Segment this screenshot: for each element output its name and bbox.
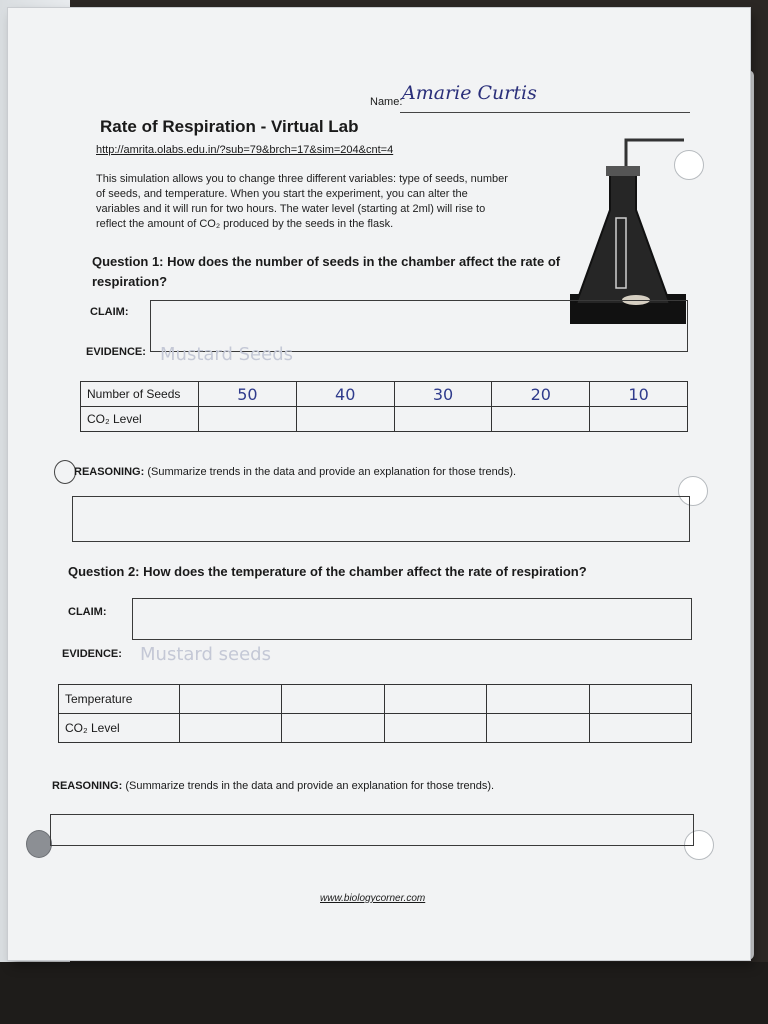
temperature-value-cell[interactable] bbox=[180, 685, 282, 714]
seeds-value-cell[interactable]: 10 bbox=[590, 382, 688, 407]
seeds-value-cell[interactable]: 50 bbox=[199, 382, 297, 407]
reasoning-label-q2: REASONING: bbox=[52, 780, 123, 792]
reasoning-prompt-q2: (Summarize trends in the data and provide an explanation for those trends). bbox=[125, 780, 495, 792]
lab-url-link[interactable]: http://amrita.olabs.edu.in/?sub=79&brch=17&sim=204&cnt=4 bbox=[96, 144, 394, 156]
co2-value-cell[interactable] bbox=[589, 714, 691, 743]
claim-input-q2[interactable] bbox=[132, 598, 692, 640]
footer-link[interactable]: www.biologycorner.com bbox=[320, 893, 426, 904]
intro-line: This simulation allows you to change three different variables: type of seeds, number bbox=[96, 173, 508, 185]
co2-value-cell[interactable] bbox=[199, 407, 297, 432]
reasoning-circle-mark bbox=[54, 460, 76, 484]
table-row bbox=[81, 407, 688, 432]
table-row bbox=[81, 382, 688, 407]
co2-value-cell[interactable] bbox=[282, 714, 384, 743]
flask-stopper bbox=[606, 166, 640, 176]
intro-line: of seeds, and temperature. When you start the experiment, you can alter the bbox=[96, 188, 468, 200]
student-name: Amarie Curtis bbox=[402, 82, 537, 104]
temperature-value-cell[interactable] bbox=[487, 685, 589, 714]
evidence-handwriting-q1: Mustard Seeds bbox=[160, 344, 294, 365]
table-row bbox=[59, 714, 692, 743]
reasoning-input-q2[interactable] bbox=[50, 814, 694, 846]
seeds-value-cell[interactable]: 40 bbox=[296, 382, 394, 407]
co2-value-cell[interactable] bbox=[590, 407, 688, 432]
co2-value-cell[interactable] bbox=[492, 407, 590, 432]
reasoning-input-q1[interactable] bbox=[72, 496, 690, 542]
flask-body bbox=[576, 172, 670, 304]
reasoning-q2 bbox=[52, 780, 494, 792]
question-2: Question 2: How does the temperature of the chamber affect the rate of respiration? bbox=[68, 564, 587, 579]
binder-hole-left bbox=[26, 830, 52, 858]
reasoning-q1 bbox=[74, 466, 516, 478]
row-label-co2-level: CO₂ Level bbox=[59, 714, 180, 743]
co2-value-cell[interactable] bbox=[296, 407, 394, 432]
name-line bbox=[400, 112, 690, 113]
evidence-label-q1: EVIDENCE: bbox=[86, 346, 146, 358]
evidence-handwriting-q2: Mustard seeds bbox=[140, 644, 271, 665]
evidence-label-q2: EVIDENCE: bbox=[62, 648, 122, 660]
table-surface bbox=[0, 962, 768, 1024]
co2-value-cell[interactable] bbox=[394, 407, 492, 432]
intro-paragraph bbox=[96, 172, 566, 232]
reasoning-prompt-q1: (Summarize trends in the data and provide an explanation for those trends). bbox=[147, 466, 517, 478]
temperature-value-cell[interactable] bbox=[384, 685, 486, 714]
row-label-temperature: Temperature bbox=[59, 685, 180, 714]
reasoning-label-q1: REASONING: bbox=[74, 466, 145, 478]
co2-value-cell[interactable] bbox=[384, 714, 486, 743]
row-label-co2-level: CO₂ Level bbox=[81, 407, 199, 432]
flask-tube bbox=[626, 140, 684, 166]
temperature-value-cell[interactable] bbox=[282, 685, 384, 714]
temperature-value-cell[interactable] bbox=[589, 685, 691, 714]
intro-line: reflect the amount of CO₂ produced by the seeds in the flask. bbox=[96, 218, 394, 230]
temperature-data-table bbox=[58, 684, 692, 743]
intro-line: variables and it will run for two hours. The water level (starting at 2ml) will rise to bbox=[96, 203, 486, 215]
co2-value-cell[interactable] bbox=[180, 714, 282, 743]
name-label: Name: bbox=[370, 96, 403, 108]
co2-value-cell[interactable] bbox=[487, 714, 589, 743]
seeds-value-cell[interactable]: 30 bbox=[394, 382, 492, 407]
page-title: Rate of Respiration - Virtual Lab bbox=[100, 117, 359, 136]
table-row bbox=[59, 685, 692, 714]
claim-label-q2: CLAIM: bbox=[68, 606, 107, 618]
seeds-value-cell[interactable]: 20 bbox=[492, 382, 590, 407]
question-1: Question 1: How does the number of seeds in the chamber affect the rate of respiration? bbox=[92, 254, 561, 289]
seeds-data-table bbox=[80, 381, 688, 432]
claim-label-q1: CLAIM: bbox=[90, 306, 129, 318]
row-label-number-of-seeds: Number of Seeds bbox=[81, 382, 199, 407]
